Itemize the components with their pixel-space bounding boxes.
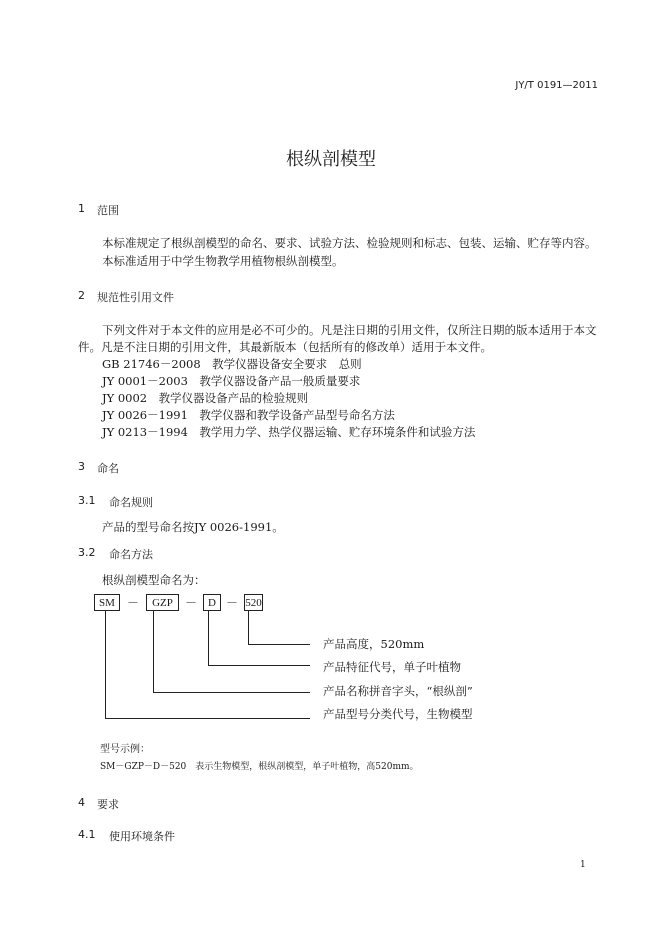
reference-item: JY 0001－2003 教学仪器设备产品一般质量要求	[102, 374, 361, 388]
code-label-category: 产品型号分类代号，生物模型	[323, 707, 473, 721]
connector-line	[248, 644, 310, 645]
code-box-520: 520	[244, 594, 263, 611]
example-text: SM－GZP－D－520 表示生物模型，根纵剖模型，单子叶植物，高520mm。	[100, 762, 419, 772]
code-dash: －	[127, 596, 140, 610]
reference-item: JY 0002 教学仪器设备产品的检验规则	[102, 391, 309, 405]
section-3-2-heading: 命名方法	[109, 548, 153, 561]
section-3-heading: 命名	[97, 462, 119, 475]
connector-line	[153, 692, 310, 693]
connector-line	[208, 611, 209, 666]
section-1-heading: 范围	[97, 204, 119, 217]
reference-item: JY 0213－1994 教学用力学、热学仪器运输、贮存环境条件和试验方法	[102, 425, 476, 439]
reference-item: JY 0026－1991 教学仪器和教学设备产品型号命名方法	[102, 408, 395, 422]
section-3-number: 3	[78, 460, 85, 473]
code-label-height: 产品高度，520mm	[323, 637, 425, 651]
code-dash: －	[226, 596, 239, 610]
code-box-gzp: GZP	[146, 594, 179, 611]
section-2-heading: 规范性引用文件	[97, 291, 174, 304]
section-2-intro-line-1: 下列文件对于本文件的应用是必不可少的。凡是注日期的引用文件，仅所注日期的版本适用于本文	[102, 323, 597, 337]
document-title: 根纵剖模型	[286, 149, 376, 170]
code-dash: －	[185, 596, 198, 610]
section-4-number: 4	[78, 796, 85, 809]
section-4-heading: 要求	[97, 798, 119, 811]
section-1-para-2: 本标准适用于中学生物教学用植物根纵剖模型。	[102, 254, 344, 268]
connector-line	[105, 611, 106, 719]
connector-line	[153, 611, 154, 693]
standard-number: JY/T 0191—2011	[515, 80, 598, 91]
section-4-1-heading: 使用环境条件	[109, 830, 175, 843]
section-4-1-number: 4.1	[78, 828, 96, 841]
section-2-number: 2	[78, 289, 85, 302]
section-1-number: 1	[78, 202, 85, 215]
section-1-para-1: 本标准规定了根纵剖模型的命名、要求、试验方法、检验规则和标志、包装、运输、贮存等内容。	[102, 236, 597, 250]
section-3-1-heading: 命名规则	[109, 496, 153, 509]
section-2-intro-line-2: 件。凡是不注日期的引用文件，其最新版本（包括所有的修改单）适用于本文件。	[78, 340, 492, 354]
section-3-1-text: 产品的型号命名按JY 0026-1991。	[102, 520, 284, 534]
connector-line	[208, 665, 310, 666]
code-label-name: 产品名称拼音字头，“根纵剖”	[323, 684, 473, 698]
page-number: 1	[580, 860, 586, 870]
code-label-feature: 产品特征代号，单子叶植物	[323, 660, 461, 674]
example-heading: 型号示例：	[100, 744, 150, 755]
connector-line	[105, 718, 310, 719]
connector-line	[248, 611, 249, 645]
section-3-1-number: 3.1	[78, 494, 96, 507]
code-box-sm: SM	[94, 594, 120, 611]
code-box-d: D	[203, 594, 221, 611]
section-3-2-text: 根纵剖模型命名为：	[102, 573, 206, 587]
reference-item: GB 21746－2008 教学仪器设备安全要求 总则	[102, 357, 362, 371]
section-3-2-number: 3.2	[78, 546, 96, 559]
